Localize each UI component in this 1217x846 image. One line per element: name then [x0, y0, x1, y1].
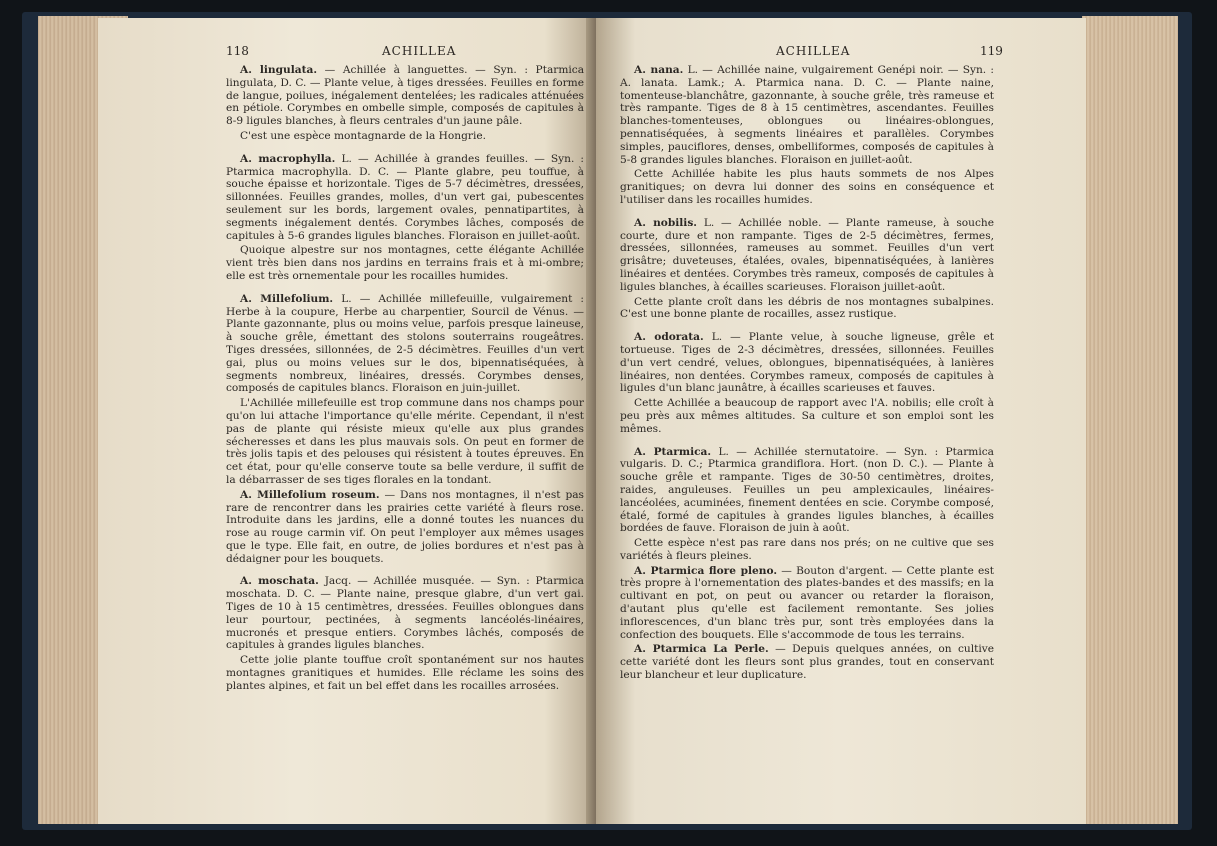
- right-running-head: ACHILLEA: [776, 44, 851, 58]
- entry-nobilis: A. nobilis. L. — Achillée noble. — Plante rameuse, à souche courte, dure et non rampante. Tiges de 2-5 décimètres, fermes, dressées, sillonnées, rameuses au sommet. Feuilles d'un vert grisâtre; duveteuses, étalées, ovales, bipennatiséquées, à lanières linéaires et dentées. Corymbes très rameux, composés de capitules à ligules blanches, à écailles scarieuses. Floraison juillet-août.: [620, 216, 994, 293]
- entry-note: Cette plante croît dans les débris de nos montagnes subalpines. C'est une bonne plante de rocailles, assez rustique.: [620, 295, 994, 321]
- right-page-text: [620, 64, 994, 684]
- entry-nana: A. nana. L. — Achillée naine, vulgairement Genépi noir. — Syn. : A. lanata. Lamk.; A. Ptarmica nana. D. C. — Plante naine, tomenteuse-blanchâtre, gazonnante, à souche grêle, très rameuse et très rampante. Tiges de 8 à 15 centimètres, ascendantes. Feuilles blanches-tomenteuses, oblongues ou linéaires-oblongues, pennatiséquées, à segments linéaires et parallèles. Corymbes simples, pauciflores, denses, ombelliformes, composés de capitules à 5-8 grandes ligules blanches. Floraison en juillet-août.: [620, 64, 994, 166]
- entry-note: Quoique alpestre sur nos montagnes, cette élégante Achillée vient très bien dans nos jardins en terrains frais et à mi-ombre; elle est très ornementale pour les rocailles humides.: [226, 244, 584, 282]
- right-page-edges: [1082, 16, 1178, 824]
- entry-moschata: A. moschata. Jacq. — Achillée musquée. — Syn. : Ptarmica moschata. D. C. — Plante naine, presque glabre, d'un vert gai. Tiges de 10 à 15 centimètres, dressées. Feuilles oblongues dans leur pourtour, pectinées, à segments lancéolés-linéaires, mucronés et presque entiers. Corymbes lâchés, composés de capitules à grandes ligules blanches.: [226, 575, 584, 652]
- entry-macrophylla: A. macrophylla. L. — Achillée à grandes feuilles. — Syn. : Ptarmica macrophylla. D. C. — Plante glabre, peu touffue, à souche épaisse et horizontale. Tiges de 5-7 décimètres, dressées, sillonnées. Feuilles grandes, molles, d'un vert gai, pubescentes seulement sur les bords, largement ovales, pennatipartites, à segments inégalement dentés. Corymbes lâches, composés de capitules à 5-6 grandes ligules blanches. Floraison en juillet-août.: [226, 152, 585, 242]
- right-page-number: 119: [980, 44, 1003, 58]
- entry-note: C'est une espèce montagnarde de la Hongrie.: [240, 129, 486, 142]
- entry-millefolium-roseum: A. Millefolium roseum. — Dans nos montagnes, il n'est pas rare de rencontrer dans les prairies cette variété à fleurs rose. Introduite dans les jardins, elle a donné toutes les nuances du rose au rouge carmin vif. On peut l'employer aux mêmes usages que le type. Elle fait, en outre, de jolies bordures et n'est pas à dédaigner pour les bouquets.: [226, 488, 584, 565]
- entry-note: L'Achillée millefeuille est trop commune dans nos champs pour qu'on lui attache l'importance qu'elle mérite. Cependant, il n'est pas de plante qui résiste mieux qu'elle aux plus grandes sécheresses et dans les plus mauvais sols. On peut en former de très jolis tapis et des pelouses qui résistent à toutes épreuves. En cet état, pour qu'elle conserve toute sa belle verdure, il suffit de la débarrasser de ses tiges florales en la tondant.: [226, 397, 584, 486]
- entry-millefolium: A. Millefolium. L. — Achillée millefeuille, vulgairement : Herbe à la coupure, Herbe au charpentier, Sourcil de Vénus. — Plante gazonnante, plus ou moins velue, parfois presque laineuse, à souche grêle, émettant des stolons souterrains rougeâtres. Tiges dressées, sillonnées, de 2-5 décimètres. Feuilles d'un vert gai, plus ou moins velues sur le dos, bipennatiséquées, à segments nombreux, linéaires, dressés. Corymbes denses, composés de capitules blancs. Floraison en juin-juillet.: [226, 292, 584, 395]
- entry-ptarmica-flore-pleno: A. Ptarmica flore pleno. — Bouton d'argent. — Cette plante est très propre à l'ornementation des plates-bandes et des massifs; en la cultivant en pot, on peut ou avancer ou retarder la floraison, d'autant plus qu'elle est facilement remontante. Ses jolies inflorescences, d'un blanc très pur, sont très employées dans la confection des bouquets. Elle s'accommode de tous les terrains.: [620, 564, 994, 641]
- entry-ptarmica: A. Ptarmica. L. — Achillée sternutatoire. — Syn. : Ptarmica vulgaris. D. C.; Ptarmica grandiflora. Hort. (non D. C.). — Plante à souche grêle et rampante. Tiges de 30-50 centimètres, droites, raides, anguleuses. Feuilles un peu amplexicaules, linéaires-lancéolées, acuminées, finement dentées en scie. Corymbe composé, étalé, formé de capitules à grandes ligules blanches, à écailles bordées de fauve. Floraison de juin à août.: [620, 445, 994, 535]
- entry-note: Cette Achillée a beaucoup de rapport avec l'A. nobilis; elle croît à peu près aux mêmes altitudes. Sa culture et son emploi sont les mêmes.: [620, 397, 994, 435]
- entry-note: Cette espèce n'est pas rare dans nos prés; on ne cultive que ses variétés à fleurs pleines.: [620, 537, 994, 562]
- entry-note: Cette jolie plante touffue croît spontanément sur nos hautes montagnes granitiques et humides. Elle réclame les soins des plantes alpines, et fait un bel effet dans les rocailles arrosées.: [226, 654, 584, 692]
- left-page-text: [226, 64, 584, 695]
- left-page-number: 118: [226, 44, 249, 58]
- entry-lingulata: A. lingulata. — Achillée à languettes. — Syn. : Ptarmica lingulata, D. C. — Plante velue, à tiges dressées. Feuilles en forme de langue, poilues, inégalement dentelées; les radicales atténuées en pétiole. Corymbes en ombelle simple, composés de capitules à 8-9 ligules blanches, à fleurs centrales d'un jaune pâle.: [226, 64, 585, 128]
- entry-odorata: A. odorata. L. — Plante velue, à souche ligneuse, grêle et tortueuse. Tiges de 2-3 décimètres, dressées, sillonnées. Feuilles d'un vert cendré, velues, oblongues, bipennatiséquées, à lanières linéaires, non dentées. Corymbes rameux, composés de capitules à ligules d'un blanc jaunâtre, à écailles scarieuses et fauves.: [620, 331, 994, 395]
- entry-ptarmica-la-perle: A. Ptarmica La Perle. — Depuis quelques années, on cultive cette variété dont les fleurs sont plus grandes, tout en conservant leur blancheur et leur duplicature.: [620, 643, 994, 682]
- entry-note: Cette Achillée habite les plus hauts sommets de nos Alpes granitiques; on devra lui donner des soins en conséquence et l'utiliser dans les rocailles humides.: [620, 168, 994, 206]
- left-running-head: ACHILLEA: [382, 44, 457, 58]
